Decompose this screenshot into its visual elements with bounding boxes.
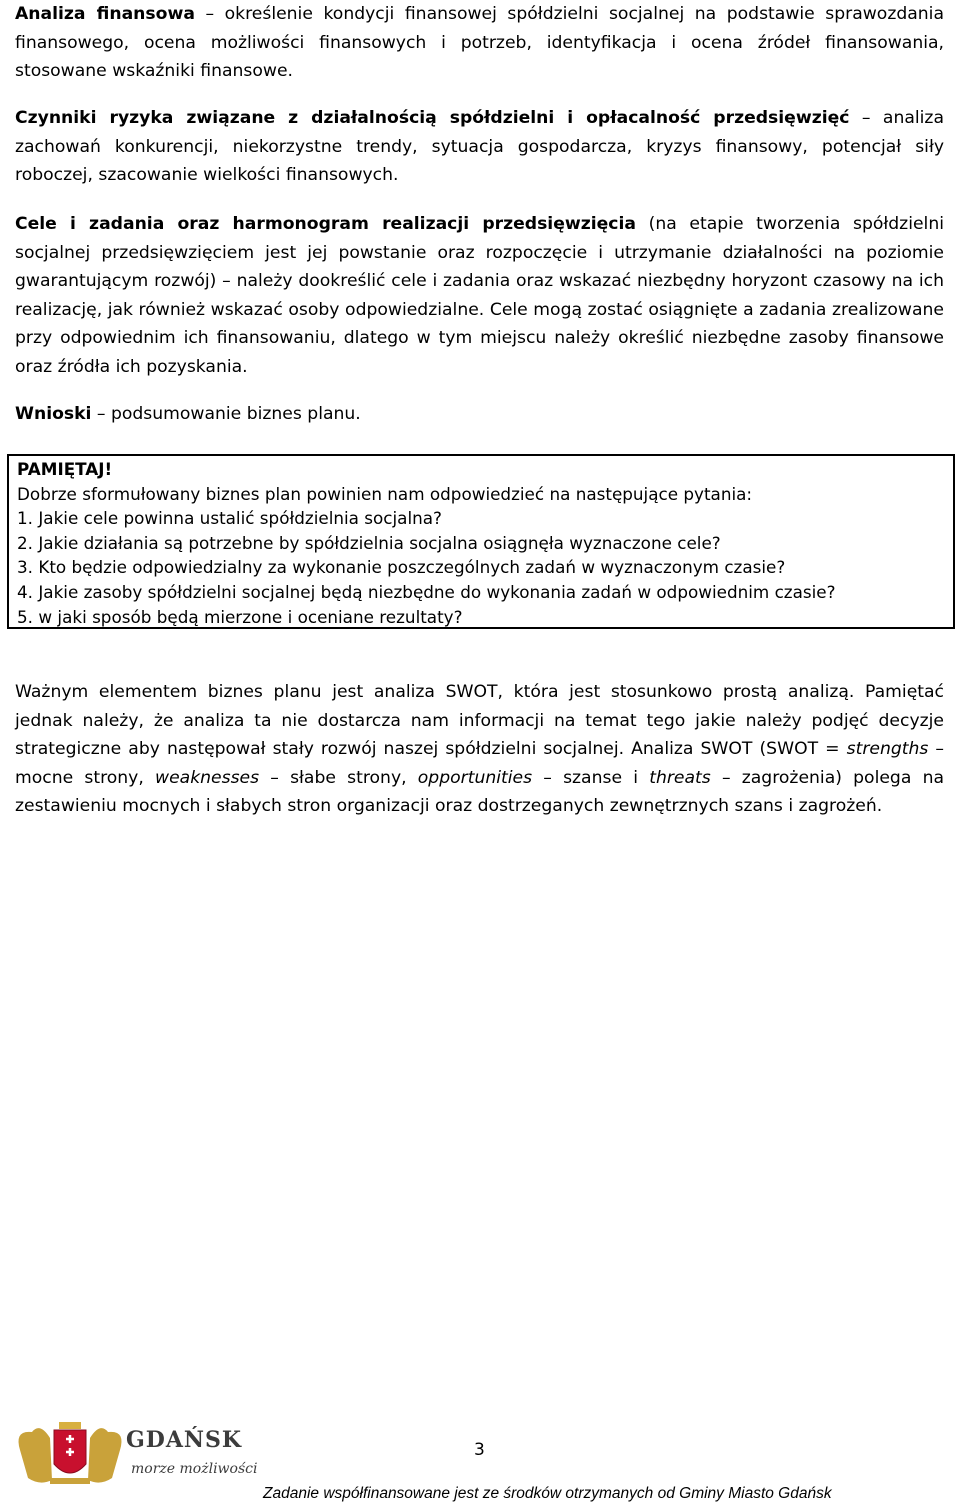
logo-gdansk-text: GDAŃSK <box>126 1427 243 1453</box>
swot-strengths-desc: – mocne strony, <box>15 739 945 788</box>
swot-conclusion: – zagrożenia) polega na zestawieniu mocnych i słabych stron organizacji oraz dostrzeganych zewnętrznych szans i zagrożeń. <box>15 767 945 816</box>
logo-slogan: morze możliwości <box>131 1461 258 1477</box>
question-item: 3. Kto będzie odpowiedzialny za wykonanie poszczególnych zadań w wyznaczonym czasie? <box>17 557 786 578</box>
desc-goals-schedule: (na etapie tworzenia spółdzielni socjalnej przedsięwzięciem jest jej powstanie oraz rozpoczęcie i utrzymanie działalności na poziomie gwarantującym rozwój) – należy dookreślić cele i zadania oraz wskazać niezbędny horyzont czasowy na ich realizację, jak również wskazać osoby odpowiedzialne. Cele mogą zostać osiągnięte a zadania zrealizowane przy odpowiednim ich finansowaniu, dlatego w tym miejscu należy określić niezbędne zasoby finansowe oraz źródła ich pozyskania. <box>15 214 944 377</box>
swot-strengths: strengths <box>846 739 929 759</box>
paragraph-risk-factors <box>15 104 944 190</box>
swot-intro: Ważnym elementem biznes planu jest analiza SWOT, która jest stosunkowo prostą analizą. Pamiętać jednak należy, że analiza ta nie dostarcza nam informacji na temat tego jakie należy podjęć decyzje strategiczne aby następował stały rozwój naszej spółdzielni socjalnej. Analiza SWOT (SWOT = <box>15 682 944 759</box>
desc-financial-analysis: – określenie kondycji finansowej spółdzielni socjalnej na podstawie sprawozdania finansowego, ocena możliwości finansowych i potrzeb, identyfikacja i ocena źródeł finansowania, stosowane wskaźniki finansowe. <box>15 4 944 81</box>
swot-threats: threats <box>649 767 711 788</box>
swot-weaknesses-desc: – słabe strony, <box>259 767 418 788</box>
right-lion-icon <box>88 1428 122 1482</box>
left-lion-icon <box>19 1428 53 1482</box>
paragraph-swot <box>15 678 944 821</box>
paragraph-financial-analysis <box>15 0 944 86</box>
swot-opportunities: opportunities <box>417 767 533 788</box>
term-risk-factors: Czynniki ryzyka związane z działalnością spółdzielni i opłacalność przedsięwzięć <box>15 108 850 128</box>
question-item: 2. Jakie działania są potrzebne by spółdzielnia socjalna osiągnęła wyznaczone cele? <box>17 532 721 553</box>
page-number: 3 <box>474 1440 485 1460</box>
reminder-intro: Dobrze sformułowany biznes plan powinien nam odpowiedzieć na następujące pytania: <box>17 483 753 504</box>
paragraph-goals-schedule <box>15 210 944 381</box>
term-conclusions: Wnioski <box>15 404 92 424</box>
paragraph-conclusions <box>15 400 944 429</box>
base-icon <box>50 1478 90 1484</box>
reminder-box <box>7 454 955 629</box>
term-financial-analysis: Analiza finansowa <box>15 4 195 24</box>
question-item: 1. Jakie cele powinna ustalić spółdzielnia socjalna? <box>17 508 442 529</box>
swot-weaknesses: weaknesses <box>155 767 260 788</box>
desc-risk-factors: – analiza zachowań konkurencji, niekorzystne trendy, sytuacja gospodarcza, kryzys finansowy, potencjał siły roboczej, szacowanie wielkości finansowych. <box>15 108 944 185</box>
reminder-title: PAMIĘTAJ! <box>17 459 113 479</box>
question-item: 5. w jaki sposób będą mierzone i oceniane rezultaty? <box>17 606 463 627</box>
question-item: 4. Jakie zasoby spółdzielni socjalnej będą niezbędne do wykonania zadań w odpowiednim czasie? <box>17 581 836 602</box>
term-goals-schedule: Cele i zadania oraz harmonogram realizacji przedsięwzięcia <box>15 214 636 234</box>
swot-opportunities-desc: – szanse i <box>532 767 650 788</box>
funding-note: Zadanie współfinansowane jest ze środków otrzymanych od Gminy Miasto Gdańsk <box>263 1485 832 1502</box>
desc-conclusions: – podsumowanie biznes planu. <box>91 404 361 424</box>
crown-icon <box>59 1422 81 1429</box>
